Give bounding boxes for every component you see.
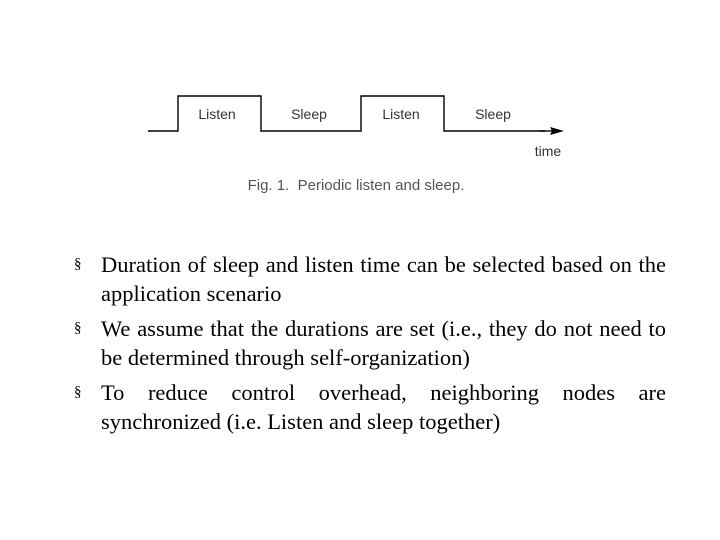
bullet-item xyxy=(74,314,666,372)
bullet-list xyxy=(74,250,666,442)
bullet-text: To reduce control overhead, neighboring nodes are synchronized (i.e. Listen and sleep together) xyxy=(101,380,666,434)
figure-caption: Fig. 1. Periodic listen and sleep. xyxy=(247,177,465,194)
bullet-item xyxy=(74,250,666,308)
slot-label-2: Sleep xyxy=(291,106,327,122)
time-axis-arrow xyxy=(550,127,564,135)
listen-sleep-timing-diagram xyxy=(0,0,720,210)
time-axis-label: time xyxy=(534,143,562,159)
slot-label-3: Listen xyxy=(382,106,420,122)
bullet-text: We assume that the durations are set (i.e., they do not need to be determined through self-organization) xyxy=(101,316,666,370)
bullet-item xyxy=(74,378,666,436)
slot-label-4: Sleep xyxy=(475,106,511,122)
section-bullet-icon: § xyxy=(74,384,82,400)
section-bullet-icon: § xyxy=(74,256,82,272)
section-bullet-icon: § xyxy=(74,320,82,336)
slot-label-1: Listen xyxy=(198,106,236,122)
bullet-text: Duration of sleep and listen time can be selected based on the application scenario xyxy=(101,252,666,306)
